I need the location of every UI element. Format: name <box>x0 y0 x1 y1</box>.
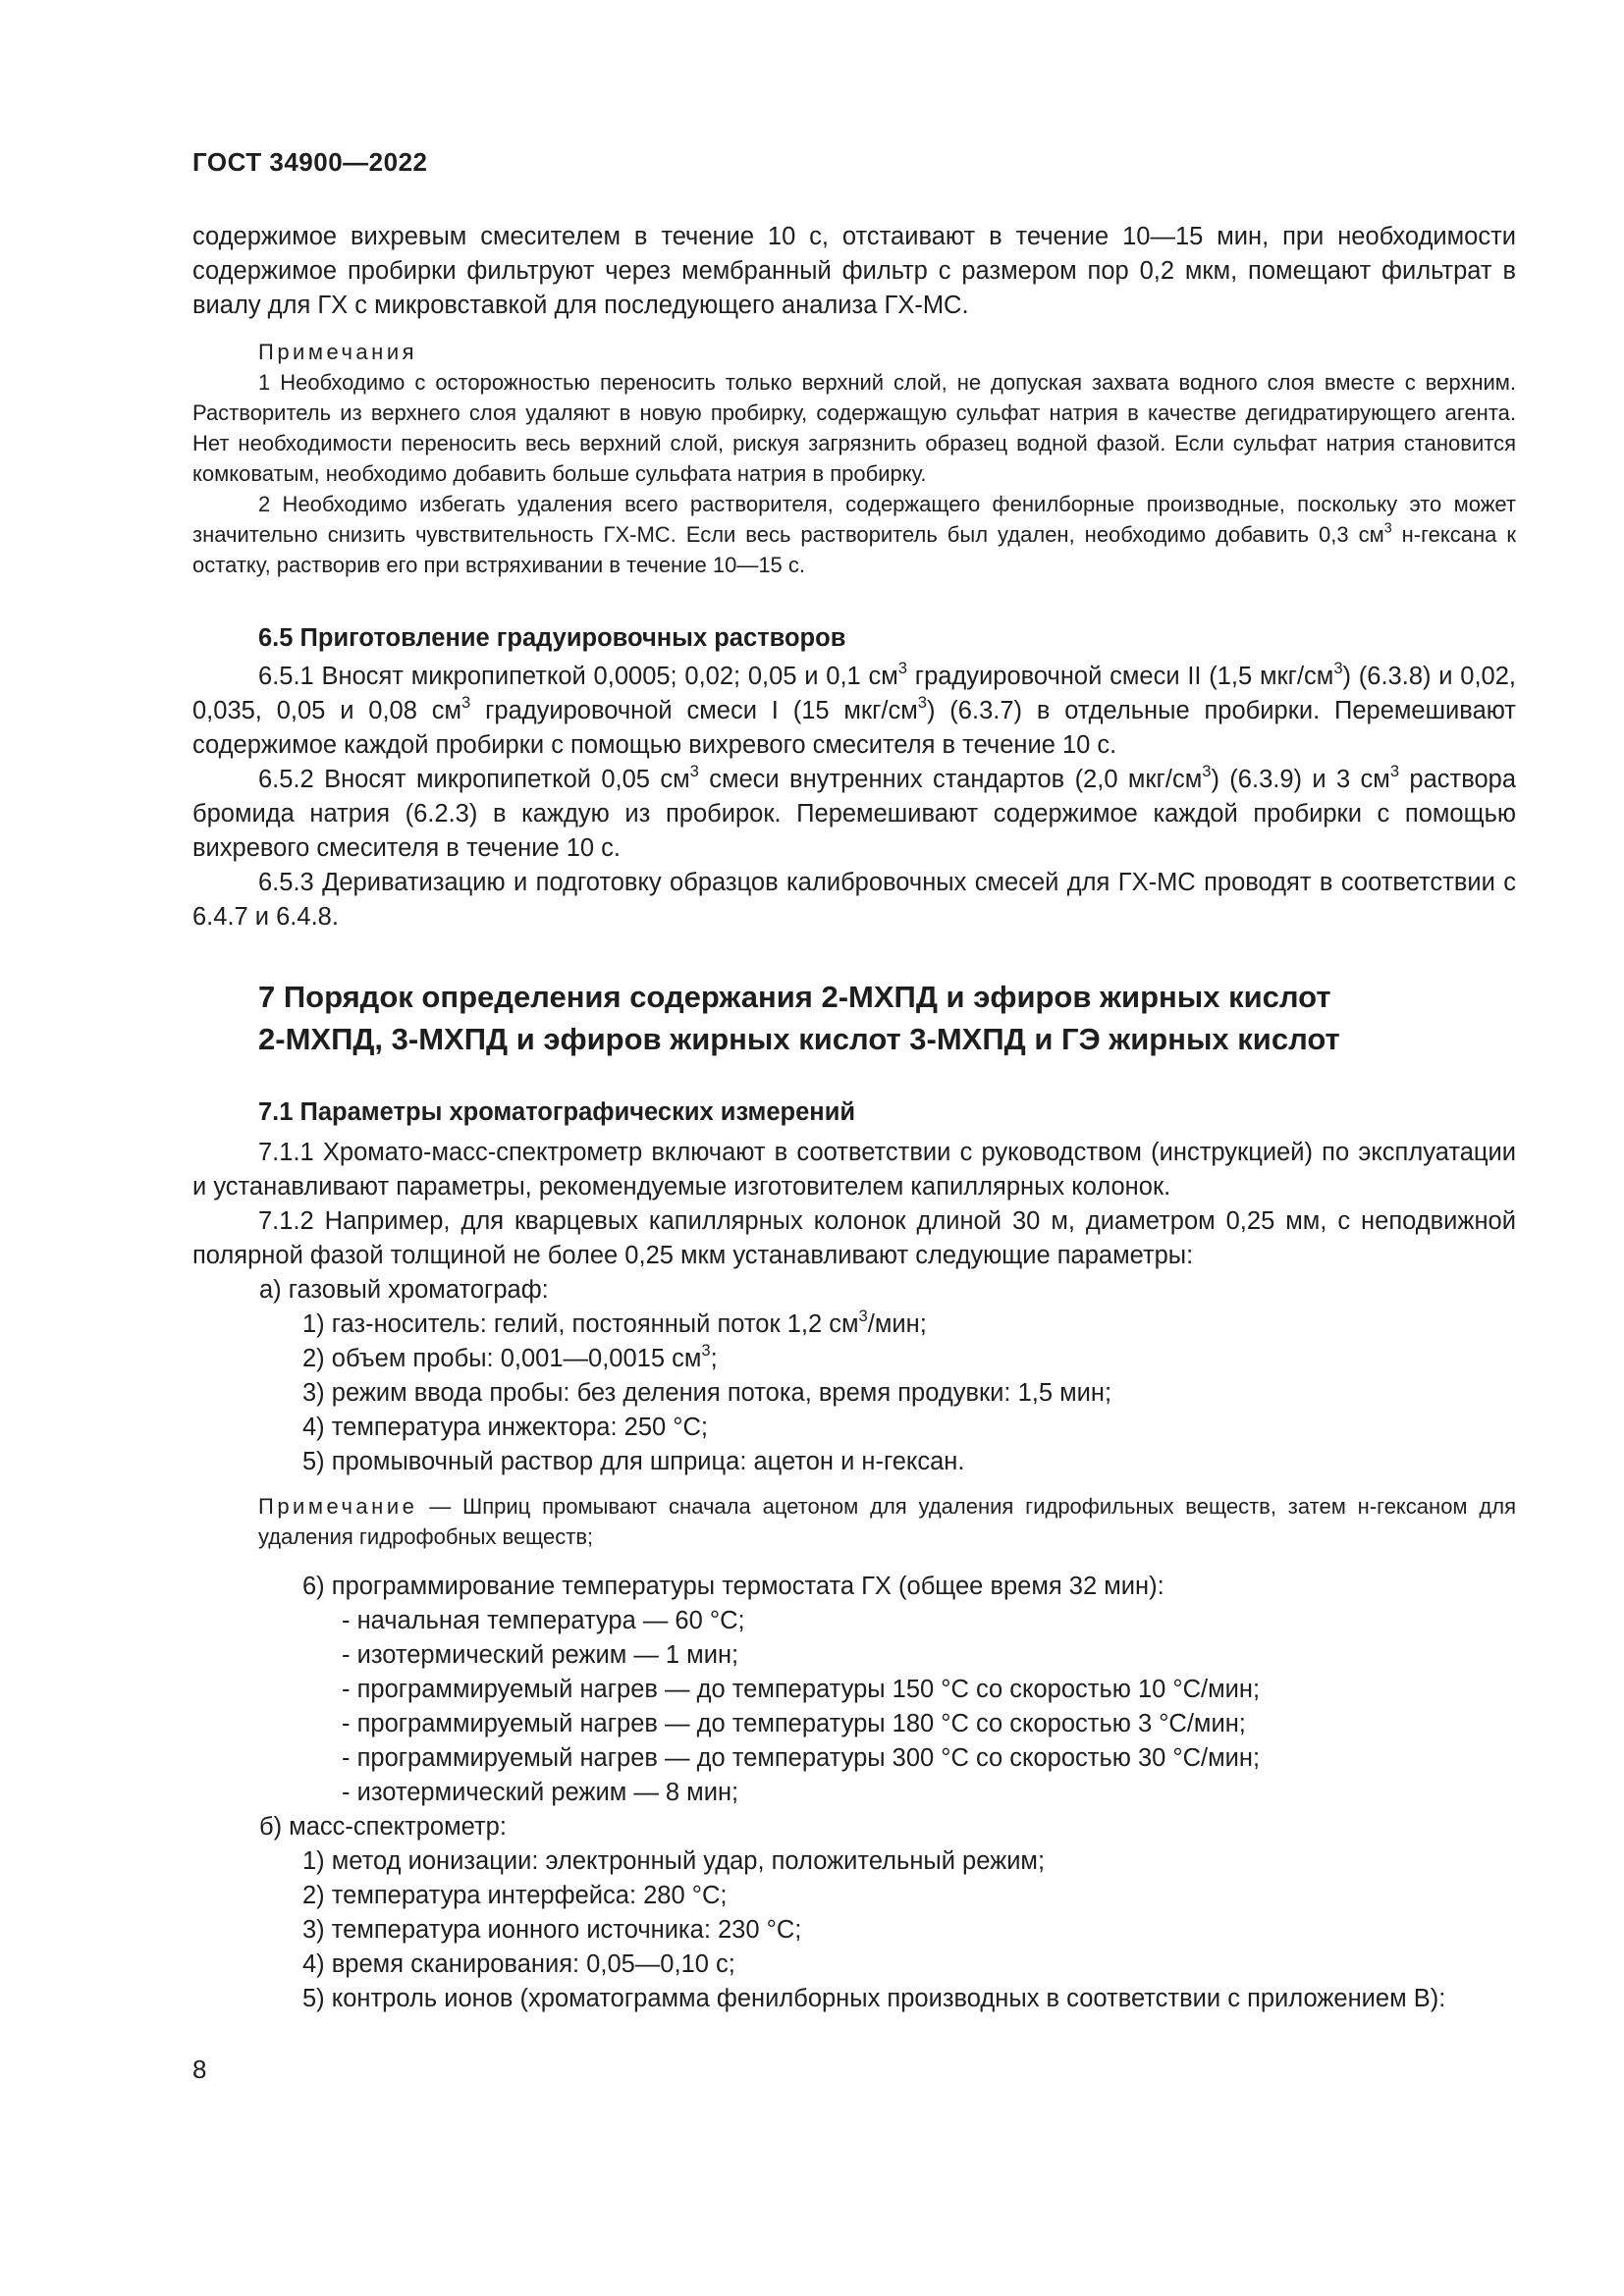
continuation-paragraph: содержимое вихревым смесителем в течение 10 с, отстаивают в течение 10—15 мин, при необходимости содержимое пробирки фильтруют через мембранный фильтр с размером пор 0,2 мкм, помещают фильтрат в виалу для ГХ с микровставкой для последующего анализа ГХ-МС. <box>192 223 1516 319</box>
notes-block <box>192 337 1516 580</box>
paragraph-7-1-2: 7.1.2 Например, для кварцевых капиллярных колонок длиной 30 м, диаметром 0,25 мм, с неподвижной полярной фазой толщиной не более 0,25 мкм устанавливают следующие параметры: <box>192 1207 1516 1269</box>
page-number: 8 <box>192 2055 207 2084</box>
paragraph-6-5-1: 6.5.1 Вносят микропипеткой 0,0005; 0,02; 0,05 и 0,1 $см^3$ градуировочной смеси II (1,5 мкг/$см^3$) (6.3.8) и 0,02, 0,035, 0,05 и 0,08 $см^3$ градуировочной смеси I (15 мкг/$см^3$) (6.3.7) в отдельные пробирки. Перемешивают содержимое каждой пробирки с помощью вихревого смесителя в течение 10 с. <box>192 659 1516 759</box>
list-item-a-3: 3) режим ввода пробы: без деления потока, время продувки: 1,5 мин; <box>302 1379 1112 1407</box>
list-item-a-6: 6) программирование температуры термостата ГХ (общее время 32 мин): <box>302 1573 1164 1600</box>
section-7-heading-line-2: 2-МХПД, 3-МХПД и эфиров жирных кислот 3-МХПД и ГЭ жирных кислот <box>258 1022 1340 1056</box>
note-1: 1 Необходимо с осторожностью переносить только верхний слой, не допуская захвата водного слоя вместе с верхним. Растворитель из верхнего слоя удаляют в новую пробирку, содержащую сульфат натрия в качестве дегидратирующего агента. Нет необходимости переносить весь верхний слой, рискуя загрязнить образец водной фазой. Если сульфат натрия становится комковатым, необходимо добавить больше сульфата натрия в пробирку. <box>192 370 1516 486</box>
list-item-a-5: 5) промывочный раствор для шприца: ацетон и н-гексан. <box>302 1448 965 1475</box>
paragraph-7-1-1: 7.1.1 Хромато-масс-спектрометр включают в соответствии с руководством (инструкцией) по эксплуатации и устанавливают параметры, рекомендуемые изготовителем капиллярных колонок. <box>192 1139 1516 1201</box>
list-item-b-1: 1) метод ионизации: электронный удар, положительный режим; <box>302 1847 1046 1875</box>
paragraph-6-5-3: 6.5.3 Дериватизацию и подготовку образцов калибровочных смесей для ГХ-МС проводят в соответствии с 6.4.7 и 6.4.8. <box>192 869 1516 931</box>
list-item-a-2: 2) объем пробы: 0,001—0,0015 $см^3$; <box>302 1341 718 1372</box>
section-6-5-heading: 6.5 Приготовление градуировочных растворов <box>258 624 846 652</box>
list-item-b-5: 5) контроль ионов (хроматограмма фенилборных производных в соответствии с приложением В): <box>302 1985 1446 2012</box>
section-7-heading <box>192 976 1516 1060</box>
list-item-a: а) газовый хроматограф: <box>259 1276 549 1304</box>
temp-program-item-2: - изотермический режим — 1 мин; <box>342 1641 739 1669</box>
note-2: 2 Необходимо избегать удаления всего растворителя, содержащего фенилборные производные, поскольку это может значительно снизить чувствительность ГХ-МС. Если весь растворитель был удален, необходимо добавить 0,3 $см^3$ н-гексана к остатку, растворив его при встряхивании в течение 10—15 с. <box>192 492 1516 577</box>
list-item-b-4: 4) время сканирования: 0,05—0,10 с; <box>302 1950 735 1978</box>
syringe-note: Примечание — Шприц промывают сначала ацетоном для удаления гидрофильных веществ, затем н-гексаном для удаления гидрофобных веществ; <box>258 1494 1516 1549</box>
temp-program-item-4: - программируемый нагрев — до температуры 180 °С со скоростью 3 °С/мин; <box>342 1710 1246 1737</box>
standard-header: ГОСТ 34900—2022 <box>192 147 428 177</box>
temp-program-item-3: - программируемый нагрев — до температуры 150 °С со скоростью 10 °С/мин; <box>342 1676 1261 1703</box>
list-item-a-1: 1) газ-носитель: гелий, постоянный поток 1,2 $см^3$/мин; <box>302 1307 927 1338</box>
temp-program-item-6: - изотермический режим — 8 мин; <box>342 1779 739 1806</box>
page-content <box>192 220 1516 2016</box>
notes-label: Примечания <box>258 340 418 364</box>
section-7-heading-line-1: 7 Порядок определения содержания 2-МХПД и эфиров жирных кислот <box>258 980 1331 1014</box>
list-item-a-4: 4) температура инжектора: 250 °С; <box>302 1414 708 1441</box>
temp-program-item-1: - начальная температура — 60 °С; <box>342 1607 745 1634</box>
list-item-b: б) масс-спектрометр: <box>259 1813 507 1841</box>
list-item-b-2: 2) температура интерфейса: 280 °С; <box>302 1882 728 1909</box>
list-item-b-3: 3) температура ионного источника: 230 °С; <box>302 1916 802 1944</box>
temp-program-item-5: - программируемый нагрев — до температуры 300 °С со скоростью 30 °С/мин; <box>342 1744 1261 1772</box>
paragraph-6-5-2: 6.5.2 Вносят микропипеткой 0,05 $см^3$ смеси внутренних стандартов (2,0 мкг/$см^3$) (6.3.9) и 3 $см^3$ раствора бромида натрия (6.2.3) в каждую из пробирок. Перемешивают содержимое каждой пробирки с помощью вихревого смесителя в течение 10 с. <box>192 762 1516 862</box>
section-7-1-heading: 7.1 Параметры хроматографических измерений <box>258 1098 856 1126</box>
